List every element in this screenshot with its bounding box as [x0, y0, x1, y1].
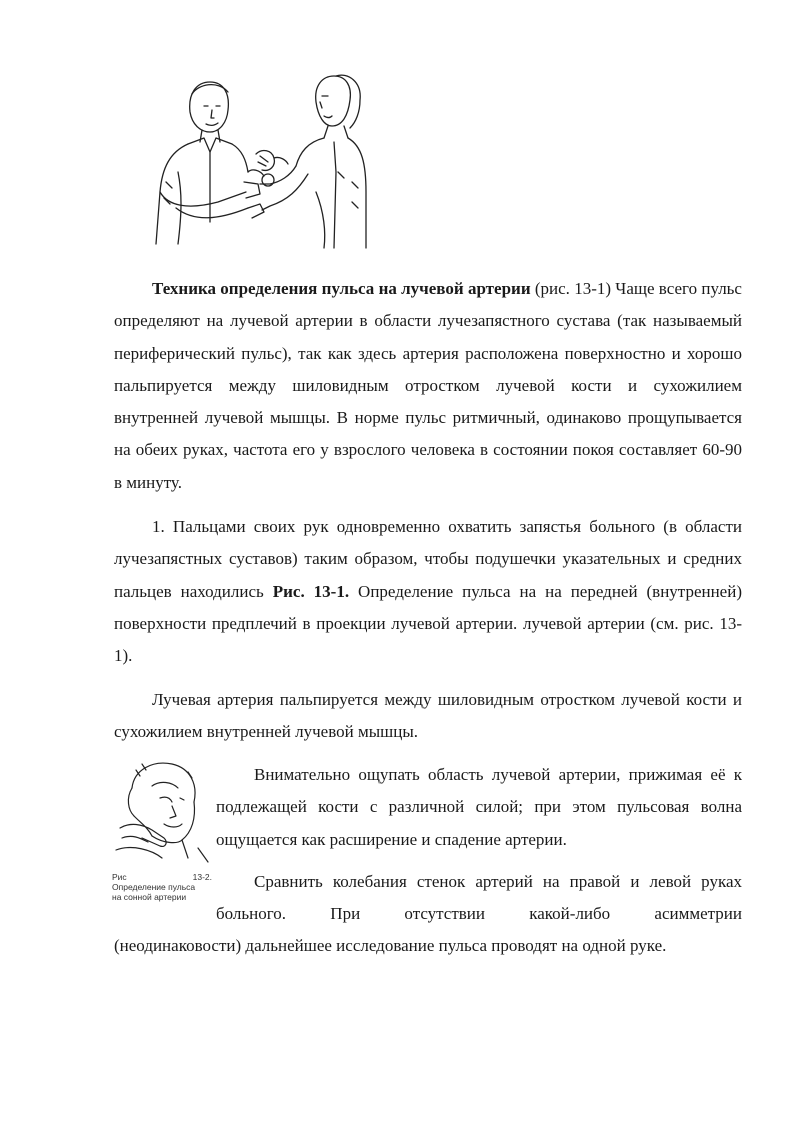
- carotid-pulse-illustration-icon: [112, 758, 212, 866]
- paragraph-compare-part-2: [114, 930, 742, 962]
- caption-line: Определение пульса: [112, 882, 196, 892]
- figure-caption-inline: Рис. 13-1.: [272, 581, 350, 601]
- caption-figure-label: Рис: [112, 872, 127, 882]
- caption-line: на сонной артерии: [112, 892, 187, 902]
- paragraph-compare-part-1: [216, 866, 742, 931]
- paragraph-text: Сравнить колебания стенок артерий на правой и левой руках больного. При отсутствии какой-либо асимметрии: [216, 872, 742, 924]
- figure-2-caption: [112, 872, 212, 902]
- paragraph-step-1: [114, 511, 742, 672]
- figure-reference: (рис. 13-1): [530, 279, 616, 298]
- paragraph-palpate: [216, 759, 742, 856]
- caption-figure-number: 13-2.: [192, 872, 212, 882]
- paragraph-pulse-technique: [114, 273, 742, 499]
- section-heading: Техника определения пульса на лучевой артерии: [152, 279, 531, 298]
- paragraph-text: Внимательно ощупать область лучевой артерии, прижимая её к подлежащей кости с различной силой; при этом пульсовая волна ощущается как расширение и спадение артерии.: [216, 765, 742, 849]
- paragraph-text: Лучевая артерия пальпируется между шиловидным отростком лучевой кости и сухожилием внутренней лучевой мышцы.: [114, 690, 742, 742]
- step-text-after: Определение пульса на на передней (внутренней) поверхности предплечий в проекции лучевой артерии. лучевой артерии (см. рис. 13-1).: [114, 581, 742, 666]
- paragraph-text: Чаще всего пульс определяют на лучевой артерии в области лучезапястного сустава (так называемый периферический пульс), так как здесь артерия расположена поверхностно и хорошо пальпируется между шиловидным отростком лучевой кости и сухожилием внутренней лучевой мышцы. В норме пульс ритмичный, одинаково прощупывается на обеих руках, частота его у взрослого человека в состоянии покоя составляет 60-90 в минуту.: [114, 279, 742, 492]
- paragraph-text: (неодинаковости) дальнейшее исследование пульса проводят на одной руке.: [114, 936, 667, 955]
- step-text-before: 1. Пальцами своих рук одновременно охватить запястья больного (в области лучезапястных суставов) таким образом, чтобы подушечки указательных и средних пальцев находились: [114, 517, 742, 601]
- paragraph-radial-artery: [114, 684, 742, 749]
- nurse-measuring-pulse-illustration-icon: [148, 72, 370, 258]
